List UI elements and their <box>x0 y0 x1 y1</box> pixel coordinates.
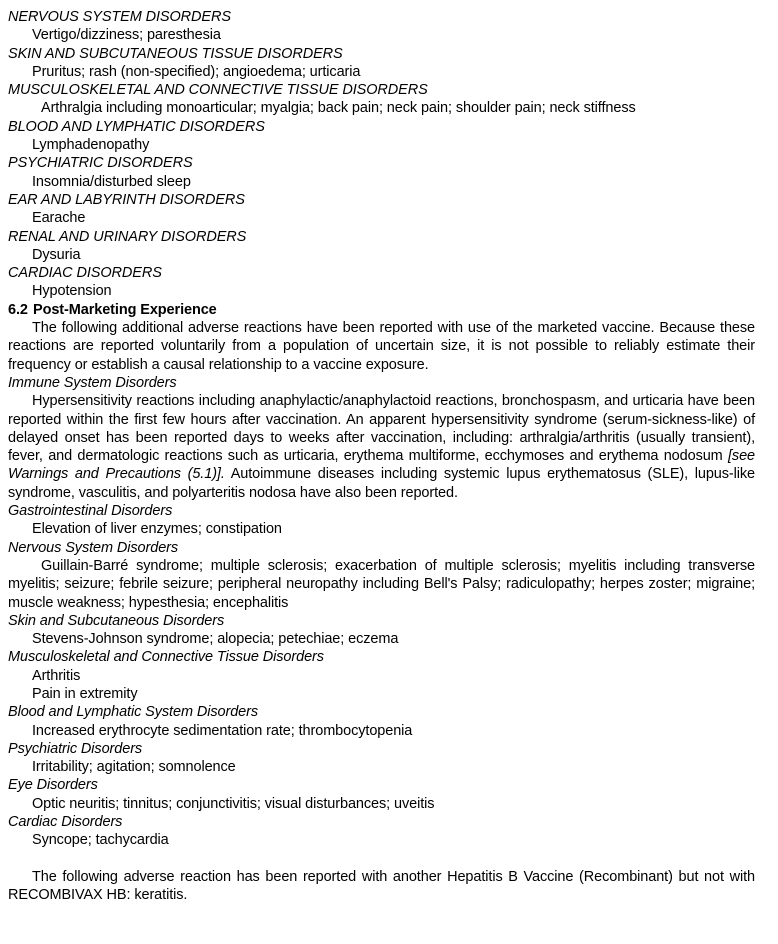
adverse-reaction-item: Pruritus; rash (non-specified); angioedema; urticaria <box>32 63 361 80</box>
system-organ-class-group <box>8 45 755 82</box>
subsection-heading-gastrointestinal: Gastrointestinal Disorders <box>8 503 173 520</box>
immune-system-paragraph <box>8 392 755 502</box>
subsection-heading-psychiatric: Psychiatric Disorders <box>8 740 143 757</box>
post-marketing-intro-paragraph: The following additional adverse reactions have been reported with use of the marketed vaccine. Because these reactions are reported voluntarily from a population of uncertain size, it is not possible to reliably estimate their frequency or establish a causal relationship to a vaccine exposure. <box>8 320 755 373</box>
adverse-reaction-item: Syncope; tachycardia <box>32 832 169 849</box>
system-organ-class-group <box>8 228 755 265</box>
adverse-reaction-item: Pain in extremity <box>32 685 138 702</box>
system-organ-class-heading: PSYCHIATRIC DISORDERS <box>8 155 193 172</box>
system-organ-class-group <box>8 8 755 45</box>
system-organ-class-group <box>8 81 755 118</box>
subsection-heading-skin: Skin and Subcutaneous Disorders <box>8 612 225 629</box>
system-organ-class-heading: CARDIAC DISORDERS <box>8 265 162 282</box>
system-organ-class-heading: EAR AND LABYRINTH DISORDERS <box>8 191 245 208</box>
adverse-reaction-item: Arthritis <box>32 667 81 684</box>
immune-paragraph-text-after: Autoimmune diseases including systemic lupus erythematosus (SLE), lupus-like syndrome, vasculitis, and polyarteritis nodosa have also been reported. <box>8 466 755 501</box>
adverse-reaction-item: Insomnia/disturbed sleep <box>32 173 191 190</box>
adverse-reaction-item: Stevens-Johnson syndrome; alopecia; petechiae; eczema <box>32 631 399 648</box>
subsection-heading-cardiac: Cardiac Disorders <box>8 814 123 831</box>
system-organ-class-heading: SKIN AND SUBCUTANEOUS TISSUE DISORDERS <box>8 45 343 62</box>
system-organ-class-group <box>8 264 755 301</box>
system-organ-class-heading: NERVOUS SYSTEM DISORDERS <box>8 9 231 25</box>
section-number: 6.2 <box>8 301 28 318</box>
adverse-reaction-item: Vertigo/dizziness; paresthesia <box>32 27 221 44</box>
closing-paragraph: The following adverse reaction has been reported with another Hepatitis B Vaccine (Recombinant) but not with RECOMBIVAX HB: keratitis. <box>8 868 755 904</box>
subsection-heading-nervous: Nervous System Disorders <box>8 539 179 556</box>
nervous-system-paragraph: Guillain-Barré syndrome; multiple sclerosis; exacerbation of multiple sclerosis; myelitis including transverse myelitis; seizure; febrile seizure; peripheral neuropathy including Bell's Palsy; radiculopathy; herpes zoster; migraine; muscle weakness; hypesthesia; encephalitis <box>8 557 755 611</box>
adverse-reaction-item: Arthralgia including monoarticular; myalgia; back pain; neck pain; shoulder pain; neck stiffness <box>41 100 636 117</box>
subsection-heading-immune: Immune System Disorders <box>8 374 177 391</box>
adverse-reaction-item: Earache <box>32 210 86 227</box>
adverse-reaction-item: Dysuria <box>32 246 81 263</box>
system-organ-class-group <box>8 154 755 191</box>
subsection-heading-eye: Eye Disorders <box>8 777 98 794</box>
section-title: Post-Marketing Experience <box>33 301 217 318</box>
adverse-reaction-item: Lymphadenopathy <box>32 137 150 154</box>
adverse-reaction-item: Optic neuritis; tinnitus; conjunctivitis; visual disturbances; uveitis <box>32 795 435 812</box>
adverse-reaction-item: Elevation of liver enzymes; constipation <box>32 521 282 538</box>
adverse-reaction-item: Hypotension <box>32 283 112 300</box>
system-organ-class-heading: MUSCULOSKELETAL AND CONNECTIVE TISSUE DISORDERS <box>8 82 428 99</box>
section-6-2-heading <box>8 301 755 319</box>
system-organ-class-group <box>8 118 755 155</box>
subsection-heading-blood: Blood and Lymphatic System Disorders <box>8 704 259 721</box>
system-organ-class-heading: RENAL AND URINARY DISORDERS <box>8 228 247 245</box>
adverse-reaction-item: Irritability; agitation; somnolence <box>32 759 236 776</box>
cross-reference-italic: [see Warnings and Precautions (5.1)]. <box>8 448 755 483</box>
system-organ-class-group <box>8 191 755 228</box>
immune-paragraph-text-before: Hypersensitivity reactions including anaphylactic/anaphylactoid reactions, bronchospasm, and urticaria have been reported within the first few hours after vaccination. An apparent hypersensitivity syndrome (serum-sickness-like) of delayed onset has been reported days to weeks after vaccination, including: arthralgia/arthritis (usually transient), fever, and dermatologic reactions such as urticaria, erythema multiforme, ecchymoses and erythema nodosum <box>8 393 755 465</box>
subsection-heading-musculoskeletal: Musculoskeletal and Connective Tissue Disorders <box>8 649 324 666</box>
system-organ-class-heading: BLOOD AND LYMPHATIC DISORDERS <box>8 118 265 135</box>
adverse-reaction-item: Increased erythrocyte sedimentation rate; thrombocytopenia <box>32 722 413 739</box>
